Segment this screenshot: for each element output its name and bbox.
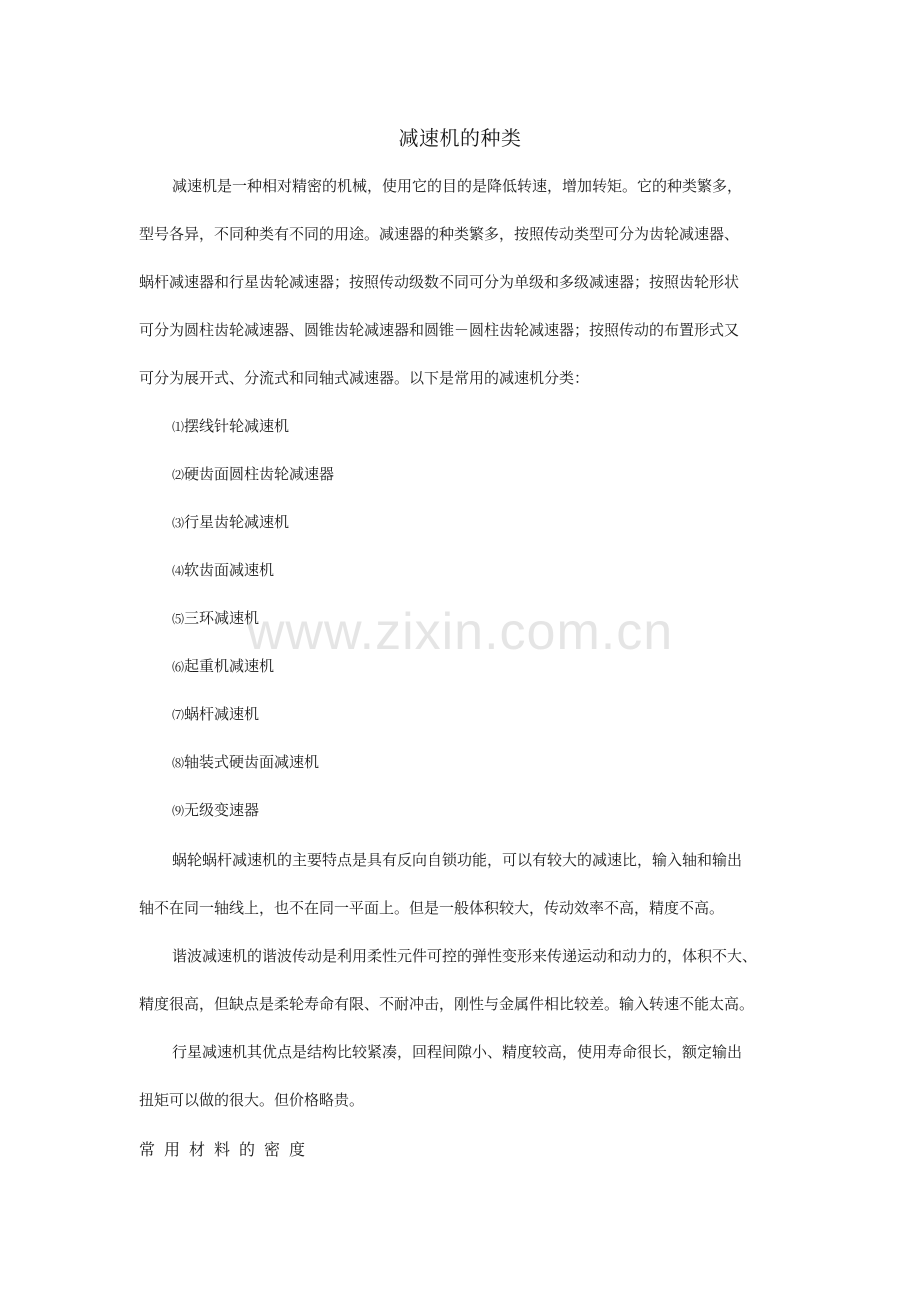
list-item-number: ⑺ [172,708,185,722]
intro-line-3: 蜗杆减速器和行星齿轮减速器；按照传动级数不同可分为单级和多级减速器；按照齿轮形状 [139,273,740,291]
intro-line-2: 型号各异，不同种类有不同的用途。减速器的种类繁多，按照传动类型可分为齿轮减速器、 [139,225,740,243]
list-item-text: 蜗杆减速机 [184,705,260,723]
list-item-text: 行星齿轮减速机 [184,513,290,531]
list-item [172,606,259,631]
list-item-text: 无级变速器 [184,801,260,819]
list-item [172,462,334,487]
list-item-number: ⑵ [172,468,185,482]
list-item [172,750,319,775]
watermark: www.zixin.com.cn [246,603,674,661]
list-item [172,702,259,727]
planetary-line-2: 扭矩可以做的很大。但价格略贵。 [139,1091,365,1109]
list-item-number: ⑴ [172,420,185,434]
list-item-number: ⑼ [172,804,185,818]
page-title: 减速机的种类 [398,126,522,150]
list-item-number: ⑶ [172,516,185,530]
list-item [172,414,289,439]
list-item [172,510,289,535]
list-item [172,798,259,823]
list-item-text: 软齿面减速机 [184,561,275,579]
worm-line-2: 轴不在同一轴线上，也不在同一平面上。但是一般体积较大，传动效率不高，精度不高。 [139,899,725,917]
list-item-number: ⑸ [172,612,185,626]
planetary-line-1: 行星减速机其优点是结构比较紧凑，回程间隙小、精度较高，使用寿命很长，额定输出 [172,1043,743,1061]
list-item-number: ⑷ [172,564,185,578]
list-item [172,654,274,679]
harmonic-line-2: 精度很高，但缺点是柔轮寿命有限、不耐冲击，刚性与金属件相比较差。输入转速不能太高。 [139,995,755,1013]
list-item-text: 轴装式硬齿面减速机 [184,753,320,771]
intro-line-5: 可分为展开式、分流式和同轴式减速器。以下是常用的减速机分类： [139,369,590,387]
worm-line-1: 蜗轮蜗杆减速机的主要特点是具有反向自锁功能，可以有较大的减速比，输入轴和输出 [172,851,743,869]
intro-line-1: 减速机是一种相对精密的机械，使用它的目的是降低转速，增加转矩。它的种类繁多， [172,177,743,195]
intro-line-4: 可分为圆柱齿轮减速器、圆锥齿轮减速器和圆锥－圆柱齿轮减速器；按照传动的布置形式又 [139,321,740,339]
list-item [172,558,274,583]
harmonic-line-1: 谐波减速机的谐波传动是利用柔性元件可控的弹性变形来传递运动和动力的，体积不大、 [172,947,758,965]
list-item-number: ⑹ [172,660,185,674]
section-heading: 常用材料的密度 [139,1140,315,1159]
list-item-text: 摆线针轮减速机 [184,417,290,435]
list-item-text: 起重机减速机 [184,657,275,675]
list-item-text: 三环减速机 [184,609,260,627]
list-item-text: 硬齿面圆柱齿轮减速器 [184,465,335,483]
list-item-number: ⑻ [172,756,185,770]
